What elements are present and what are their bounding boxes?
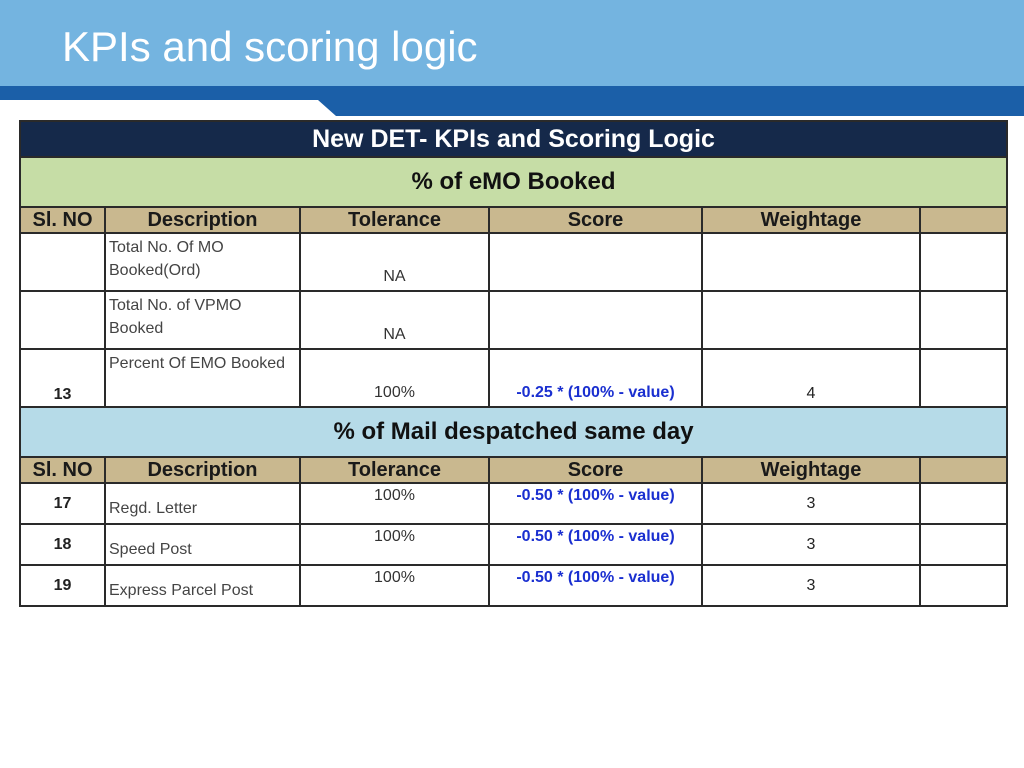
table-row [20, 349, 1007, 407]
column-header: Score [489, 457, 702, 483]
score-cell: -0.25 * (100% - value) [489, 349, 702, 407]
column-header: Weightage [702, 457, 920, 483]
score-cell: -0.50 * (100% - value) [489, 483, 702, 524]
column-header: Sl. NO [20, 457, 105, 483]
table-row [20, 483, 1007, 524]
sl-cell: 17 [20, 483, 105, 524]
score-cell: -0.50 * (100% - value) [489, 524, 702, 565]
description-cell: Regd. Letter [105, 483, 300, 524]
slide-title: KPIs and scoring logic [62, 23, 478, 70]
section-header-row [20, 157, 1007, 207]
tolerance-cell: NA [300, 291, 489, 349]
sl-cell [20, 233, 105, 291]
column-header-row [20, 457, 1007, 483]
blank-cell [920, 524, 1007, 565]
tolerance-cell: 100% [300, 565, 489, 606]
tolerance-cell: 100% [300, 524, 489, 565]
column-header: Description [105, 457, 300, 483]
score-cell: -0.50 * (100% - value) [489, 565, 702, 606]
accent-strip [0, 86, 1024, 116]
description-cell: Percent Of EMO Booked [105, 349, 300, 407]
score-cell [489, 291, 702, 349]
column-header-blank [920, 457, 1007, 483]
blank-cell [920, 483, 1007, 524]
sl-cell: 18 [20, 524, 105, 565]
description-cell: Speed Post [105, 524, 300, 565]
weightage-cell: 4 [702, 349, 920, 407]
description-cell: Total No. Of MO Booked(Ord) [105, 233, 300, 291]
table-row [20, 233, 1007, 291]
column-header: Description [105, 207, 300, 233]
weightage-cell: 3 [702, 565, 920, 606]
section-title: % of eMO Booked [20, 157, 1007, 207]
column-header: Tolerance [300, 207, 489, 233]
score-cell [489, 233, 702, 291]
weightage-cell: 3 [702, 483, 920, 524]
table-row [20, 565, 1007, 606]
table-title-row [20, 121, 1007, 157]
description-cell: Total No. of VPMO Booked [105, 291, 300, 349]
column-header: Sl. NO [20, 207, 105, 233]
table-row [20, 291, 1007, 349]
blank-cell [920, 565, 1007, 606]
blank-cell [920, 291, 1007, 349]
section-header-row [20, 407, 1007, 457]
column-header: Weightage [702, 207, 920, 233]
weightage-cell: 3 [702, 524, 920, 565]
column-header: Tolerance [300, 457, 489, 483]
blank-cell [920, 349, 1007, 407]
weightage-cell [702, 291, 920, 349]
sl-cell: 19 [20, 565, 105, 606]
column-header: Score [489, 207, 702, 233]
column-header-row [20, 207, 1007, 233]
weightage-cell [702, 233, 920, 291]
blank-cell [920, 233, 1007, 291]
description-cell: Express Parcel Post [105, 565, 300, 606]
column-header-blank [920, 207, 1007, 233]
sl-cell: 13 [20, 349, 105, 407]
title-bar [0, 0, 1024, 86]
table-title: New DET- KPIs and Scoring Logic [20, 121, 1007, 157]
table-row [20, 524, 1007, 565]
sl-cell [20, 291, 105, 349]
tolerance-cell: 100% [300, 349, 489, 407]
section-title: % of Mail despatched same day [20, 407, 1007, 457]
kpi-table [19, 120, 1006, 607]
tolerance-cell: 100% [300, 483, 489, 524]
tolerance-cell: NA [300, 233, 489, 291]
